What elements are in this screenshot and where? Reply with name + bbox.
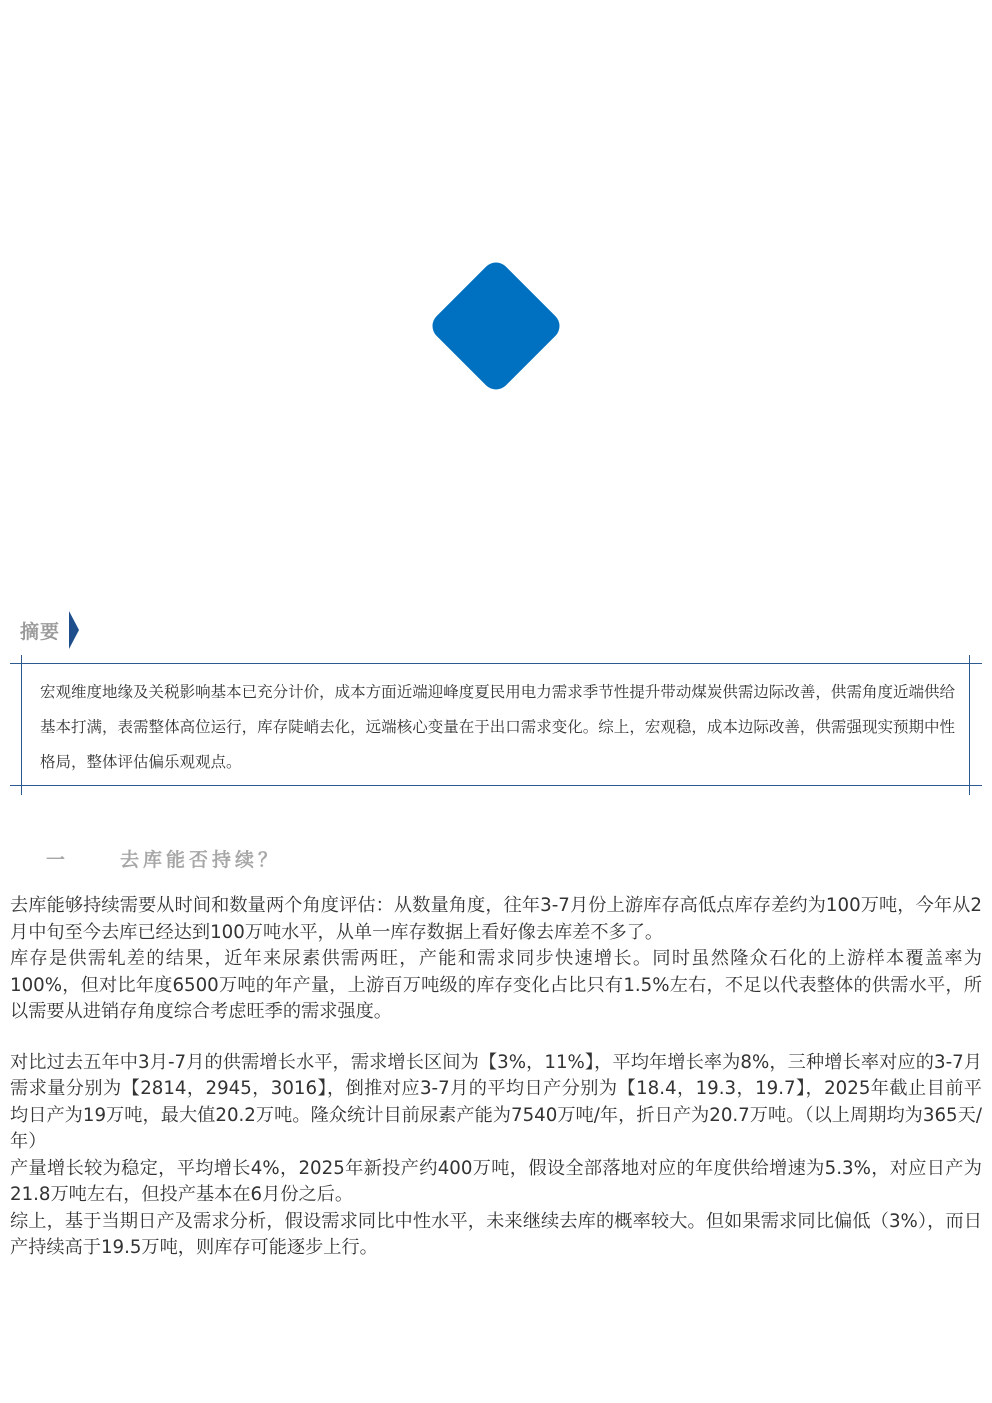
summary-right-rule	[969, 655, 970, 795]
body-paragraph: 产量增长较为稳定，平均增长4%，2025年新投产约400万吨，假设全部落地对应的年度供给增速为5.3%，对应日产为21.8万吨左右，但投产基本在6月份之后。	[10, 1157, 982, 1205]
body-paragraph: 去库能够持续需要从时间和数量两个角度评估：从数量角度，往年3-7月份上游库存高低点库存差约为100万吨，今年从2月中旬至今去库已经达到100万吨水平，从单一库存数据上看好像去库差不多了。	[10, 895, 982, 943]
chevron-right-icon	[69, 611, 79, 649]
summary-top-rule	[10, 663, 982, 664]
section-body	[10, 893, 982, 1262]
diamond-logo-icon	[427, 257, 566, 396]
body-paragraph: 库存是供需轧差的结果，近年来尿素供需两旺，产能和需求同步快速增长。同时虽然隆众石化的上游样本覆盖率为100%，但对比年度6500万吨的年产量，上游百万吨级的库存变化占比只有1.5%左右，不足以代表整体的供需水平，所以需要从进销存角度综合考虑旺季的需求强度。	[10, 948, 982, 1022]
body-paragraph: 综上，基于当期日产及需求分析，假设需求同比中性水平，未来继续去库的概率较大。但如果需求同比偏低（3%），而日产持续高于19.5万吨，则库存可能逐步上行。	[10, 1210, 982, 1258]
section-title	[46, 843, 281, 873]
section-title-text: 去库能否持续？	[120, 848, 282, 871]
summary-heading-label: 摘要	[20, 620, 61, 643]
summary-left-rule	[21, 655, 22, 795]
summary-heading	[20, 614, 79, 646]
summary-bottom-rule	[10, 785, 982, 786]
section-number: 一	[46, 848, 66, 871]
body-paragraph: 对比过去五年中3月-7月的供需增长水平，需求增长区间为【3%，11%】，平均年增长率为8%，三种增长率对应的3-7月需求量分别为【2814，2945，3016】，倒推对应3-7月的平均日产分别为【18.4，19.3，19.7】，2025年截止目前平均日产为19万吨，最大值20.2万吨。隆众统计目前尿素产能为7540万吨/年，折日产为20.7万吨。（以上周期均为365天/年）	[10, 1051, 982, 1152]
summary-text: 宏观维度地缘及关税影响基本已充分计价，成本方面近端迎峰度夏民用电力需求季节性提升带动煤炭供需边际改善，供需角度近端供给基本打满，表需整体高位运行，库存陡峭去化，远端核心变量在于出口需求变化。综上，宏观稳，成本边际改善，供需强现实预期中性格局，整体评估偏乐观观点。	[40, 683, 955, 771]
summary-box	[10, 655, 982, 795]
